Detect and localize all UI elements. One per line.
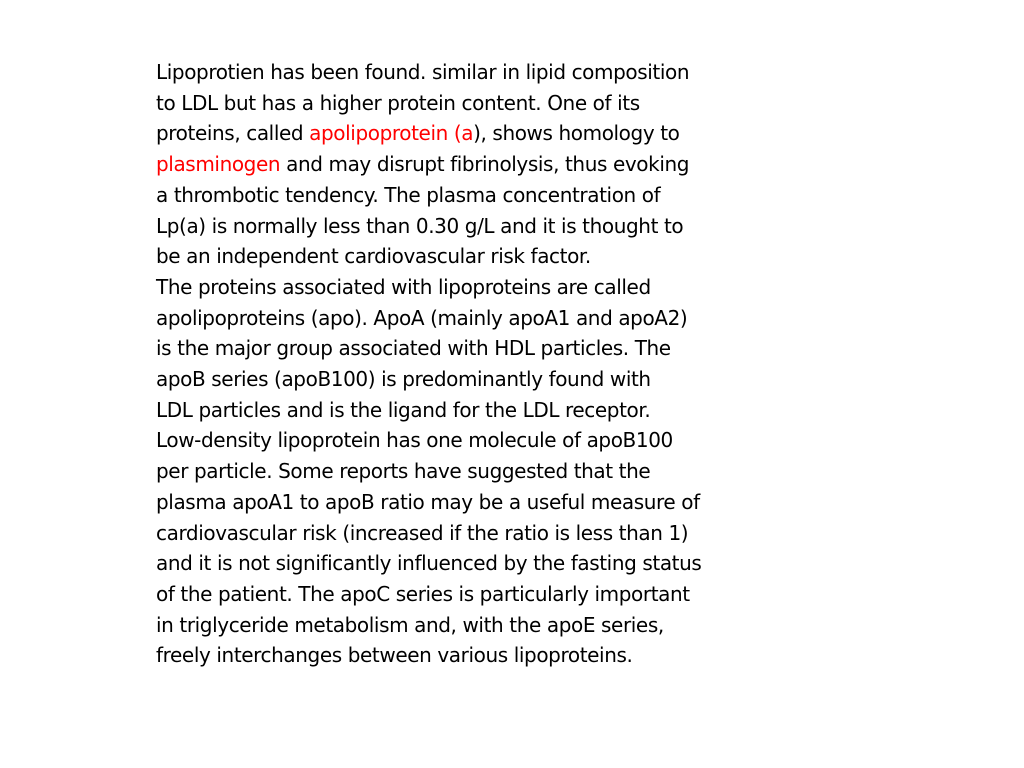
text-line: is the major group associated with HDL particles. The <box>156 336 671 361</box>
text-line: of the patient. The apoC series is particularly important <box>156 581 690 606</box>
text-line: cardiovascular risk (increased if the ratio is less than 1) <box>156 520 689 545</box>
text-segment: proteins, called <box>156 121 310 146</box>
text-line: LDL particles and is the ligand for the LDL receptor. <box>156 397 651 422</box>
highlight-apolipoprotein-a: apolipoprotein (a <box>309 121 474 146</box>
text-line: Lipoprotien has been found. similar in lipid composition <box>156 60 690 84</box>
text-line: per particle. Some reports have suggested that the <box>156 459 651 484</box>
text-line: apoB series (apoB100) is predominantly found with <box>156 367 651 392</box>
text-line <box>156 118 756 149</box>
text-line: to LDL but has a higher protein content. One of its <box>156 90 640 115</box>
text-segment: and may disrupt fibrinolysis, thus evoking <box>280 152 690 177</box>
text-line <box>156 149 756 180</box>
paragraph-apolipoproteins <box>156 272 756 671</box>
text-line: freely interchanges between various lipoproteins. <box>156 643 633 668</box>
text-segment: ), shows homology to <box>473 121 680 146</box>
text-line: apolipoproteins (apo). ApoA (mainly apoA1 and apoA2) <box>156 305 688 330</box>
text-line: and it is not significantly influenced by the fasting status <box>156 551 702 576</box>
text-line: be an independent cardiovascular risk factor. <box>156 244 591 269</box>
paragraph-lipoprotein-a <box>156 57 756 272</box>
highlight-plasminogen: plasminogen <box>156 152 281 177</box>
body-text <box>156 57 756 671</box>
text-line: The proteins associated with lipoproteins are called <box>156 274 651 299</box>
text-line: Lp(a) is normally less than 0.30 g/L and it is thought to <box>156 213 684 238</box>
text-line: a thrombotic tendency. The plasma concentration of <box>156 182 661 207</box>
text-line: in triglyceride metabolism and, with the apoE series, <box>156 612 664 637</box>
text-line: Low-density lipoprotein has one molecule of apoB100 <box>156 428 673 453</box>
text-line: plasma apoA1 to apoB ratio may be a useful measure of <box>156 489 700 514</box>
